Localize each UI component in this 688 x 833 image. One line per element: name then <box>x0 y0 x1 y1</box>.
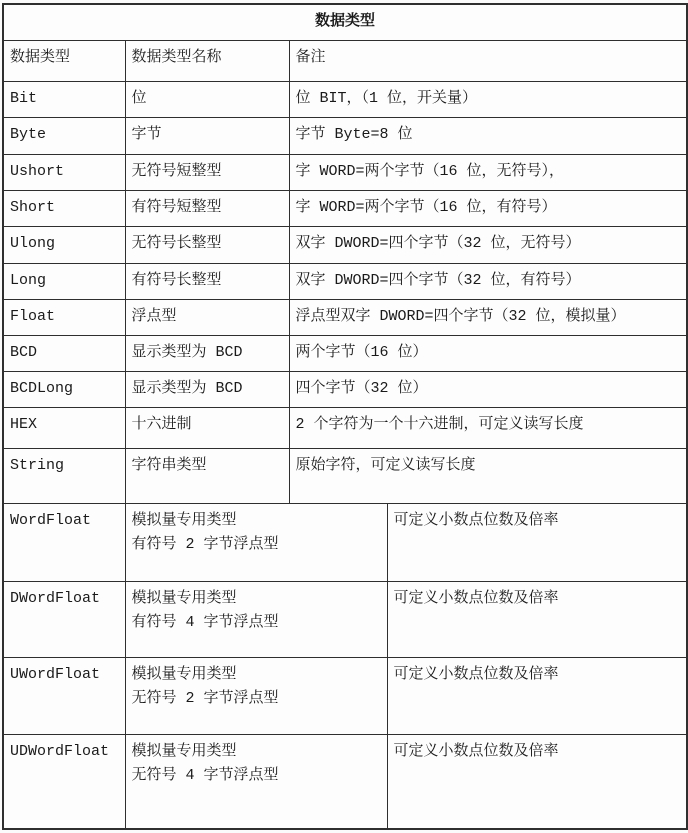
cell-type: BCDLong <box>3 371 125 407</box>
cell-name: 有符号短整型 <box>125 190 289 226</box>
title-row <box>3 4 687 40</box>
table-row <box>3 81 687 117</box>
cell-remark: 可定义小数点位数及倍率 <box>387 581 687 657</box>
cell-name: 无符号短整型 <box>125 154 289 190</box>
cell-remark: 字 WORD=两个字节（16 位，无符号）， <box>289 154 687 190</box>
cell-type: Ulong <box>3 226 125 263</box>
cell-name <box>125 581 387 657</box>
header-cell-remark: 备注 <box>289 40 687 81</box>
data-type-table <box>2 3 688 830</box>
cell-remark: 字 WORD=两个字节（16 位，有符号） <box>289 190 687 226</box>
cell-name: 无符号长整型 <box>125 226 289 263</box>
cell-name: 显示类型为 BCD <box>125 371 289 407</box>
cell-name: 位 <box>125 81 289 117</box>
cell-type: UDWordFloat <box>3 734 125 829</box>
cell-remark: 可定义小数点位数及倍率 <box>387 503 687 581</box>
cell-name-line1: 模拟量专用类型 <box>131 511 237 529</box>
table-row <box>3 299 687 335</box>
table-row <box>3 657 687 734</box>
cell-name-line2: 有符号 2 字节浮点型 <box>131 535 279 553</box>
cell-name: 浮点型 <box>125 299 289 335</box>
cell-remark: 双字 DWORD=四个字节（32 位，有符号） <box>289 263 687 299</box>
table-row <box>3 503 687 581</box>
cell-type: Bit <box>3 81 125 117</box>
cell-type: Ushort <box>3 154 125 190</box>
cell-name: 字符串类型 <box>125 448 289 503</box>
cell-type: Long <box>3 263 125 299</box>
cell-type: Short <box>3 190 125 226</box>
cell-remark: 两个字节（16 位） <box>289 335 687 371</box>
cell-type: DWordFloat <box>3 581 125 657</box>
header-cell-name: 数据类型名称 <box>125 40 289 81</box>
cell-name-line1: 模拟量专用类型 <box>131 742 237 760</box>
table-row <box>3 335 687 371</box>
cell-name <box>125 657 387 734</box>
table-row <box>3 263 687 299</box>
cell-remark: 原始字符，可定义读写长度 <box>289 448 687 503</box>
cell-name: 显示类型为 BCD <box>125 335 289 371</box>
table-row <box>3 581 687 657</box>
page-title: 数据类型 <box>3 4 687 40</box>
cell-name <box>125 503 387 581</box>
cell-remark: 2 个字符为一个十六进制，可定义读写长度 <box>289 407 687 448</box>
cell-remark: 四个字节（32 位） <box>289 371 687 407</box>
cell-name: 字节 <box>125 117 289 154</box>
table-row <box>3 117 687 154</box>
cell-name-line2: 无符号 2 字节浮点型 <box>131 689 279 707</box>
cell-remark: 可定义小数点位数及倍率 <box>387 734 687 829</box>
cell-remark: 字节 Byte=8 位 <box>289 117 687 154</box>
cell-type: BCD <box>3 335 125 371</box>
table-row <box>3 371 687 407</box>
cell-name: 有符号长整型 <box>125 263 289 299</box>
cell-type: WordFloat <box>3 503 125 581</box>
table-row <box>3 226 687 263</box>
table-row <box>3 734 687 829</box>
cell-name <box>125 734 387 829</box>
table-row <box>3 190 687 226</box>
header-row <box>3 40 687 81</box>
cell-name: 十六进制 <box>125 407 289 448</box>
cell-type: String <box>3 448 125 503</box>
cell-name-line2: 有符号 4 字节浮点型 <box>131 613 279 631</box>
table-row <box>3 448 687 503</box>
cell-name-line1: 模拟量专用类型 <box>131 665 237 683</box>
cell-remark: 双字 DWORD=四个字节（32 位，无符号） <box>289 226 687 263</box>
cell-type: HEX <box>3 407 125 448</box>
cell-type: Byte <box>3 117 125 154</box>
cell-remark: 浮点型双字 DWORD=四个字节（32 位，模拟量） <box>289 299 687 335</box>
cell-name-line2: 无符号 4 字节浮点型 <box>131 766 279 784</box>
cell-type: Float <box>3 299 125 335</box>
header-cell-type: 数据类型 <box>3 40 125 81</box>
cell-type: UWordFloat <box>3 657 125 734</box>
table-row <box>3 154 687 190</box>
cell-name-line1: 模拟量专用类型 <box>131 589 237 607</box>
table-row <box>3 407 687 448</box>
cell-remark: 位 BIT，（1 位，开关量） <box>289 81 687 117</box>
cell-remark: 可定义小数点位数及倍率 <box>387 657 687 734</box>
